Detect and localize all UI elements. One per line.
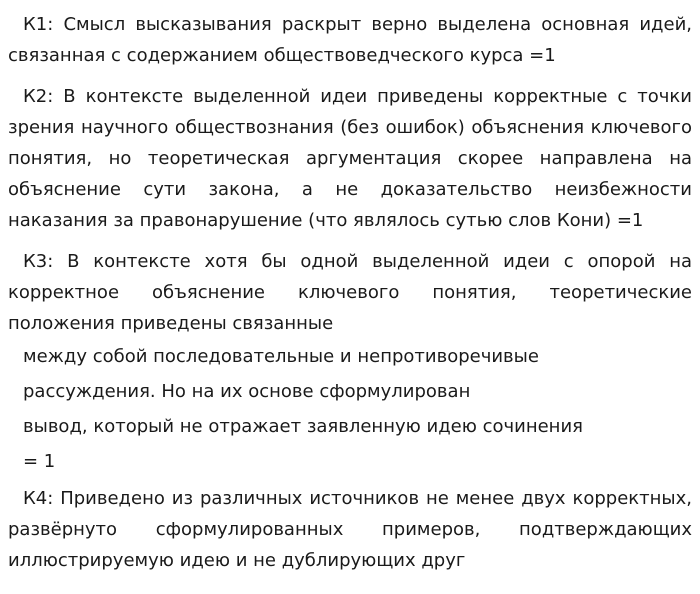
- criterion-k2-paragraph: К2: В контексте выделенной идеи приведены корректные с точки зрения научного обществознания (без ошибок) объяснения ключевого понятия, но теоретическая аргументация скорее направлена на объяснение сути закона, а не доказательство неизбежности наказания за правонарушение (что являлось сутью слов Кони) =1: [8, 86, 692, 231]
- criterion-k3-score: = 1: [23, 451, 56, 472]
- criterion-k4-paragraph: К4: Приведено из различных источников не менее двух корректных, развёрнуто сформулированных примеров, подтверждающих иллюстрируемую идею и не дублирующих друг: [8, 488, 692, 571]
- criterion-k3-line-3: вывод, который не отражает заявленную идею сочинения: [23, 416, 583, 437]
- criterion-k3-paragraph: К3: В контексте хотя бы одной выделенной идеи с опорой на корректное объяснение ключевого понятия, теоретические положения приведены связанные: [8, 251, 692, 334]
- criterion-k3-line-2: рассуждения. Но на их основе сформулирован: [23, 381, 471, 402]
- criterion-k1-paragraph: К1: Смысл высказывания раскрыт верно выделена основная идей, связанная с содержанием обществоведческого курса =1: [8, 14, 692, 66]
- criterion-k3-line-1: между собой последовательные и непротиворечивые: [23, 346, 539, 367]
